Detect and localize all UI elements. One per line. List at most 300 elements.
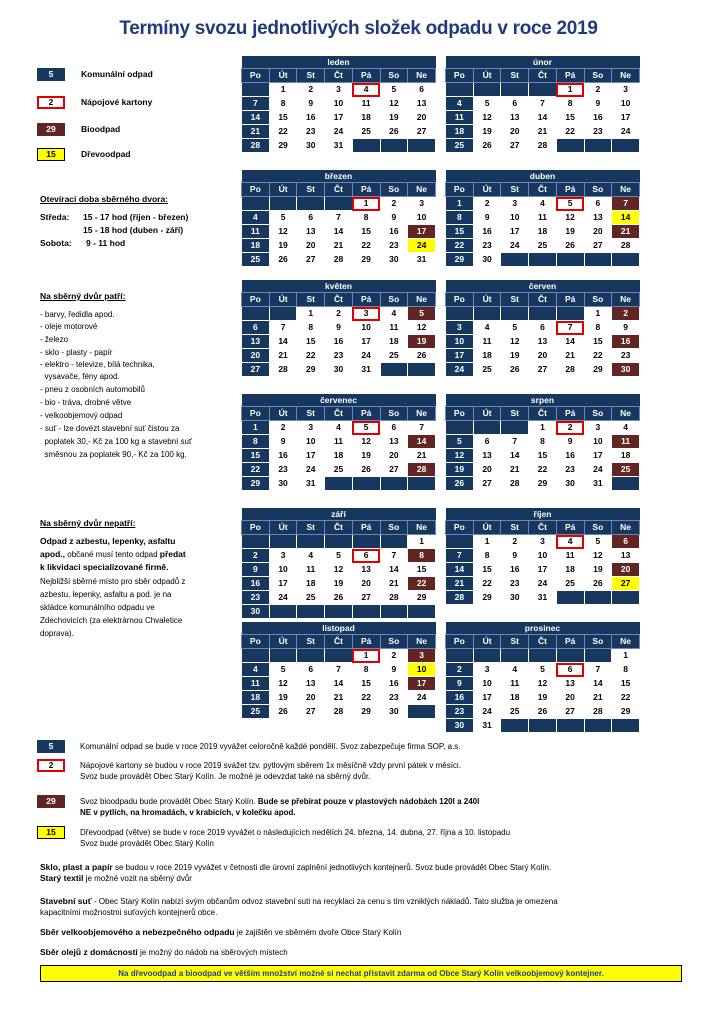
weekday-header: Út xyxy=(473,521,501,535)
calendar-day: 30 xyxy=(446,719,474,733)
calendar-day: 10 xyxy=(325,97,353,111)
calendar-day: 30 xyxy=(297,139,325,153)
calendar-day: 16 xyxy=(584,111,612,125)
calendar-day: 24 xyxy=(473,705,501,719)
weekday-header: Čt xyxy=(529,521,557,535)
calendar-day: 20 xyxy=(352,577,380,591)
calendar-day: 14 xyxy=(446,563,474,577)
calendar-day: 14 xyxy=(380,563,408,577)
belongs-item: - bio - tráva, drobné větve xyxy=(40,398,132,407)
calendar-day: 13 xyxy=(584,211,612,225)
calendar-day: 4 xyxy=(242,211,270,225)
weekday-header: So xyxy=(380,69,408,83)
calendar-day: 10 xyxy=(529,549,557,563)
calendar-day: 28 xyxy=(584,705,612,719)
belongs-item: - oleje motorové xyxy=(40,322,98,331)
calendar-day: 18 xyxy=(556,563,584,577)
month-calendar xyxy=(445,170,640,267)
weekday-header: Čt xyxy=(325,635,353,649)
empty-day xyxy=(352,139,380,153)
calendar-day: 12 xyxy=(501,335,529,349)
calendar-day: 12 xyxy=(380,97,408,111)
empty-day xyxy=(584,649,612,663)
calendar-day: 14 xyxy=(612,211,640,225)
calendar-day: 21 xyxy=(501,463,529,477)
empty-day xyxy=(297,649,325,663)
calendar-day: 29 xyxy=(297,363,325,377)
calendar-day: 9 xyxy=(325,321,353,335)
calendar-day: 19 xyxy=(269,691,297,705)
calendar-day: 9 xyxy=(584,97,612,111)
calendar-day: 5 xyxy=(408,307,436,321)
calendar-day: 10 xyxy=(612,97,640,111)
weekday-header: Ne xyxy=(408,293,436,307)
calendar-day: 9 xyxy=(380,211,408,225)
month-name: červenec xyxy=(242,394,436,407)
calendar-day: 20 xyxy=(242,349,270,363)
month-calendar xyxy=(241,508,436,619)
legend-badge: 2 xyxy=(37,96,65,109)
empty-day xyxy=(325,477,353,491)
calendar-day: 29 xyxy=(473,591,501,605)
calendar-day: 22 xyxy=(242,463,270,477)
belongs-item: - velkoobjemový odpad xyxy=(40,411,123,420)
belongs-item: - pneu z osobních automobilů xyxy=(40,385,145,394)
calendar-day: 16 xyxy=(501,563,529,577)
calendar-day: 12 xyxy=(584,549,612,563)
calendar-day: 30 xyxy=(473,253,501,267)
calendar-day: 4 xyxy=(529,197,557,211)
calendar-day: 24 xyxy=(352,349,380,363)
calendar-day: 26 xyxy=(529,705,557,719)
calendar-day: 1 xyxy=(473,535,501,549)
calendar-day: 28 xyxy=(325,253,353,267)
month-calendar xyxy=(445,56,640,153)
empty-day xyxy=(556,307,584,321)
calendar-day: 8 xyxy=(242,435,270,449)
belongs-item: - železo xyxy=(40,335,69,344)
empty-day xyxy=(242,83,270,97)
empty-day xyxy=(408,139,436,153)
calendar-day: 26 xyxy=(380,125,408,139)
empty-day xyxy=(352,605,380,619)
calendar-day: 22 xyxy=(446,239,474,253)
empty-day xyxy=(556,719,584,733)
empty-day xyxy=(352,477,380,491)
calendar-day: 27 xyxy=(529,363,557,377)
not-belongs-line: k likvidaci specializované firmě. xyxy=(40,562,169,572)
note-bio xyxy=(80,796,680,818)
calendar-day: 18 xyxy=(529,225,557,239)
calendar-day: 10 xyxy=(501,211,529,225)
empty-day xyxy=(612,139,640,153)
calendar-day: 7 xyxy=(556,321,584,335)
calendar-day: 30 xyxy=(556,477,584,491)
weekday-header: So xyxy=(380,521,408,535)
note-olej-text: je možný do nádob na sběrových místech xyxy=(137,948,288,957)
calendar-day: 22 xyxy=(352,691,380,705)
calendar-day: 7 xyxy=(408,421,436,435)
legend-badge: 15 xyxy=(37,148,65,161)
calendar-day: 28 xyxy=(556,363,584,377)
belongs-item: poplatek 30,- Kč za 100 kg a stavební suť xyxy=(40,437,192,446)
weekday-header: Čt xyxy=(529,69,557,83)
month-name: duben xyxy=(446,170,640,183)
calendar-day: 19 xyxy=(473,125,501,139)
empty-day xyxy=(242,649,270,663)
empty-day xyxy=(529,649,557,663)
calendar-day: 20 xyxy=(556,691,584,705)
weekday-header: St xyxy=(297,635,325,649)
empty-day xyxy=(269,307,297,321)
calendar-day: 17 xyxy=(325,111,353,125)
weekday-header: Pá xyxy=(352,69,380,83)
month-calendar xyxy=(445,508,640,605)
empty-day xyxy=(325,605,353,619)
calendar-day: 19 xyxy=(380,111,408,125)
calendar-day: 15 xyxy=(352,677,380,691)
calendar-day: 13 xyxy=(408,97,436,111)
empty-day xyxy=(380,363,408,377)
opening-wed-1: 15 - 17 hod (říjen - březen) xyxy=(83,212,189,222)
calendar-day: 11 xyxy=(297,563,325,577)
calendar-day: 18 xyxy=(380,335,408,349)
calendar-day: 10 xyxy=(473,677,501,691)
calendar-day: 13 xyxy=(242,335,270,349)
calendar-day: 9 xyxy=(501,549,529,563)
empty-day xyxy=(408,363,436,377)
empty-day xyxy=(584,591,612,605)
weekday-header: Po xyxy=(242,521,270,535)
not-belongs-line xyxy=(40,549,186,559)
empty-day xyxy=(529,253,557,267)
note-textil-bold: Starý textil xyxy=(40,873,84,883)
calendar-day: 26 xyxy=(325,591,353,605)
calendar-day: 8 xyxy=(612,663,640,677)
calendar-day: 31 xyxy=(297,477,325,491)
not-belongs-line: doprava). xyxy=(40,629,74,638)
calendar-day: 19 xyxy=(556,225,584,239)
calendar-day: 28 xyxy=(529,139,557,153)
calendar-day: 1 xyxy=(408,535,436,549)
calendar-day: 25 xyxy=(612,463,640,477)
weekday-header: Ne xyxy=(612,635,640,649)
weekday-header: Ne xyxy=(408,521,436,535)
note-kartony-line: Svoz bude provádět Obec Starý Kolín. Je možné je odevzdat také na sběrný dvůr. xyxy=(80,772,371,781)
calendar-day: 1 xyxy=(352,197,380,211)
legend-komunalni xyxy=(37,68,237,84)
not-belongs-heading: Na sběrný dvůr nepatří: xyxy=(40,518,136,528)
calendar-day: 26 xyxy=(269,253,297,267)
calendar-day: 20 xyxy=(380,449,408,463)
weekday-header: Pá xyxy=(556,635,584,649)
empty-day xyxy=(408,705,436,719)
calendar-day: 21 xyxy=(556,349,584,363)
calendar-day: 6 xyxy=(242,321,270,335)
calendar-day: 3 xyxy=(269,549,297,563)
calendar-day: 3 xyxy=(501,197,529,211)
weekday-header: Po xyxy=(242,293,270,307)
calendar-day: 22 xyxy=(612,691,640,705)
calendar-day: 19 xyxy=(529,691,557,705)
calendar-day: 16 xyxy=(556,449,584,463)
calendar-day: 8 xyxy=(269,97,297,111)
opening-heading: Otevírací doba sběrného dvora: xyxy=(40,194,169,204)
calendar-day: 31 xyxy=(529,591,557,605)
empty-day xyxy=(529,719,557,733)
calendar-day: 11 xyxy=(473,335,501,349)
calendar-day: 16 xyxy=(269,449,297,463)
calendar-day: 4 xyxy=(556,535,584,549)
calendar-day: 24 xyxy=(408,239,436,253)
calendar-day: 23 xyxy=(556,463,584,477)
calendar-day: 13 xyxy=(380,435,408,449)
calendar-day: 25 xyxy=(325,463,353,477)
weekday-header: Ne xyxy=(408,407,436,421)
calendar-day: 25 xyxy=(242,253,270,267)
legend-label: Nápojové kartony xyxy=(81,97,153,107)
calendar-day: 1 xyxy=(612,649,640,663)
note-velk-bold: Sběr velkoobjemového a nebezpečného odpadu xyxy=(40,927,235,937)
weekday-header: So xyxy=(380,293,408,307)
weekday-header: Po xyxy=(446,293,474,307)
calendar-day: 16 xyxy=(380,225,408,239)
calendar-day: 14 xyxy=(408,435,436,449)
calendar-day: 30 xyxy=(612,363,640,377)
calendar-day: 10 xyxy=(269,563,297,577)
calendar-day: 14 xyxy=(501,449,529,463)
month-calendar xyxy=(445,280,640,377)
empty-day xyxy=(446,307,474,321)
weekday-header: Po xyxy=(446,407,474,421)
calendar-day: 26 xyxy=(556,239,584,253)
calendar-day: 14 xyxy=(242,111,270,125)
weekday-header: Čt xyxy=(325,521,353,535)
calendar-day: 9 xyxy=(446,677,474,691)
calendar-day: 2 xyxy=(269,421,297,435)
calendar-day: 2 xyxy=(380,649,408,663)
calendar-day: 29 xyxy=(242,477,270,491)
bottom-banner: Na dřevoodpad a bioodpad ve větším množství možné si nechat přistavit zdarma od Obce Starý Kolín velkoobjemový kontejner. xyxy=(40,965,682,982)
calendar-day: 28 xyxy=(325,705,353,719)
weekday-header: Út xyxy=(473,635,501,649)
weekday-header: Čt xyxy=(529,183,557,197)
calendar-day: 4 xyxy=(612,421,640,435)
calendar-day: 11 xyxy=(242,225,270,239)
calendar-day: 13 xyxy=(529,335,557,349)
empty-day xyxy=(529,83,557,97)
weekday-header: St xyxy=(501,521,529,535)
calendar-day: 22 xyxy=(408,577,436,591)
calendar-day: 28 xyxy=(242,139,270,153)
calendar-day: 3 xyxy=(612,83,640,97)
calendar-day: 15 xyxy=(473,563,501,577)
calendar-day: 28 xyxy=(612,239,640,253)
calendar-day: 16 xyxy=(380,677,408,691)
weekday-header: St xyxy=(501,69,529,83)
belongs-item: - elektro - televize, bílá technika, xyxy=(40,360,155,369)
calendar-day: 22 xyxy=(584,349,612,363)
weekday-header: So xyxy=(380,635,408,649)
calendar-day: 8 xyxy=(584,321,612,335)
calendar-day: 12 xyxy=(269,677,297,691)
empty-day xyxy=(556,591,584,605)
calendar-day: 9 xyxy=(473,211,501,225)
weekday-header: Pá xyxy=(352,293,380,307)
calendar-day: 21 xyxy=(380,577,408,591)
calendar-day: 8 xyxy=(352,663,380,677)
calendar-day: 31 xyxy=(408,253,436,267)
weekday-header: Pá xyxy=(352,183,380,197)
calendar-day: 11 xyxy=(446,111,474,125)
calendar-day: 15 xyxy=(584,335,612,349)
empty-day xyxy=(446,421,474,435)
note-velk-text: je zajištěn ve sběrném dvoře Obce Starý Kolín xyxy=(234,928,402,937)
calendar-day: 21 xyxy=(529,125,557,139)
calendar-day: 4 xyxy=(501,663,529,677)
calendar-day: 31 xyxy=(473,719,501,733)
calendar-day: 17 xyxy=(446,349,474,363)
calendar-day: 23 xyxy=(473,239,501,253)
calendar-day: 27 xyxy=(380,463,408,477)
calendar-day: 2 xyxy=(446,663,474,677)
note-sut-line: kapacitními možnostmi suťových kontejnerů obce. xyxy=(40,908,218,917)
calendar-day: 15 xyxy=(408,563,436,577)
calendar-day: 27 xyxy=(612,577,640,591)
not-belongs-line: Nejbližší sběrné místo pro sběr odpadů z xyxy=(40,577,186,586)
calendar-day: 23 xyxy=(242,591,270,605)
empty-day xyxy=(325,535,353,549)
empty-day xyxy=(269,535,297,549)
calendar-day: 12 xyxy=(556,211,584,225)
weekday-header: Út xyxy=(269,293,297,307)
month-calendar xyxy=(445,622,640,733)
calendar-day: 8 xyxy=(446,211,474,225)
calendar-day: 4 xyxy=(446,97,474,111)
calendar-day: 27 xyxy=(297,253,325,267)
weekday-header: Po xyxy=(242,69,270,83)
calendar-day: 3 xyxy=(529,535,557,549)
calendar-day: 1 xyxy=(556,83,584,97)
calendar-day: 15 xyxy=(352,225,380,239)
empty-day xyxy=(473,649,501,663)
calendar-day: 1 xyxy=(446,197,474,211)
empty-day xyxy=(380,605,408,619)
weekday-header: Čt xyxy=(325,293,353,307)
weekday-header: Pá xyxy=(556,293,584,307)
weekday-header: So xyxy=(584,635,612,649)
empty-day xyxy=(501,307,529,321)
calendar-day: 22 xyxy=(269,125,297,139)
calendar-day: 10 xyxy=(408,211,436,225)
empty-day xyxy=(501,719,529,733)
calendar-day: 23 xyxy=(269,463,297,477)
calendar-day: 12 xyxy=(325,563,353,577)
empty-day xyxy=(446,535,474,549)
month-name: prosinec xyxy=(446,622,640,635)
calendar-day: 29 xyxy=(352,705,380,719)
calendar-day: 4 xyxy=(297,549,325,563)
calendar-day: 14 xyxy=(584,677,612,691)
calendar-day: 9 xyxy=(297,97,325,111)
calendar-day: 29 xyxy=(446,253,474,267)
calendar-day: 5 xyxy=(269,211,297,225)
calendar-day: 21 xyxy=(612,225,640,239)
calendar-day: 28 xyxy=(408,463,436,477)
calendar-day: 23 xyxy=(501,577,529,591)
note-badge-kartony: 2 xyxy=(37,759,65,772)
calendar-day: 28 xyxy=(380,591,408,605)
calendar-day: 3 xyxy=(408,197,436,211)
weekday-header: Čt xyxy=(325,69,353,83)
calendar-day: 2 xyxy=(380,197,408,211)
calendar-day: 30 xyxy=(380,705,408,719)
note-sut-text: - Obec Starý Kolín nabízí svým občanům odvoz stavební suti na recyklaci za cenu s tím vzniklých nákladů. Tato služba je omezena xyxy=(91,897,558,906)
calendar-day: 7 xyxy=(501,435,529,449)
calendar-day: 19 xyxy=(446,463,474,477)
calendar-day: 17 xyxy=(612,111,640,125)
calendar-day: 8 xyxy=(297,321,325,335)
calendar-day: 17 xyxy=(501,225,529,239)
calendar-day: 10 xyxy=(408,663,436,677)
weekday-header: Pá xyxy=(352,407,380,421)
calendar-day: 6 xyxy=(529,321,557,335)
calendar-day: 27 xyxy=(584,239,612,253)
calendar-day: 25 xyxy=(446,139,474,153)
weekday-header: Po xyxy=(446,635,474,649)
note-textil-text: je možné vozit na sběrný dvůr xyxy=(83,874,192,883)
weekday-header: So xyxy=(380,407,408,421)
calendar-day: 26 xyxy=(473,139,501,153)
weekday-header: St xyxy=(297,521,325,535)
empty-day xyxy=(352,535,380,549)
calendar-day: 7 xyxy=(380,549,408,563)
calendar-day: 18 xyxy=(501,691,529,705)
weekday-header: Čt xyxy=(325,183,353,197)
calendar-day: 9 xyxy=(556,435,584,449)
calendar-day: 15 xyxy=(297,335,325,349)
month-name: srpen xyxy=(446,394,640,407)
empty-day xyxy=(556,139,584,153)
belongs-item: - barvy, ředidla apod. xyxy=(40,310,115,319)
belongs-item: vysavače, fény apod. xyxy=(40,372,120,381)
calendar-day: 29 xyxy=(408,591,436,605)
calendar-day: 2 xyxy=(297,83,325,97)
calendar-day: 16 xyxy=(612,335,640,349)
calendar-day: 27 xyxy=(242,363,270,377)
weekday-header: So xyxy=(584,293,612,307)
empty-day xyxy=(556,253,584,267)
calendar-day: 25 xyxy=(242,705,270,719)
calendar-day: 22 xyxy=(352,239,380,253)
calendar-day: 7 xyxy=(269,321,297,335)
note-drevo-line: Dřevoodpad (větve) se bude v roce 2019 vyvážet o následujících nedělích 24. března, 14. dubna, 27. října a 10. listopadu xyxy=(80,828,511,837)
note-sut xyxy=(40,896,680,918)
calendar-day: 21 xyxy=(408,449,436,463)
calendar-day: 1 xyxy=(584,307,612,321)
calendar-day: 20 xyxy=(408,111,436,125)
calendar-day: 10 xyxy=(352,321,380,335)
calendar-day: 20 xyxy=(584,225,612,239)
legend-label: Dřevoodpad xyxy=(81,149,131,159)
calendar-day: 29 xyxy=(612,705,640,719)
calendar-day: 2 xyxy=(584,83,612,97)
calendar-day: 18 xyxy=(473,349,501,363)
not-belongs-bold: předat xyxy=(159,549,186,559)
weekday-header: St xyxy=(501,635,529,649)
calendar-day: 9 xyxy=(612,321,640,335)
calendar-day: 12 xyxy=(352,435,380,449)
